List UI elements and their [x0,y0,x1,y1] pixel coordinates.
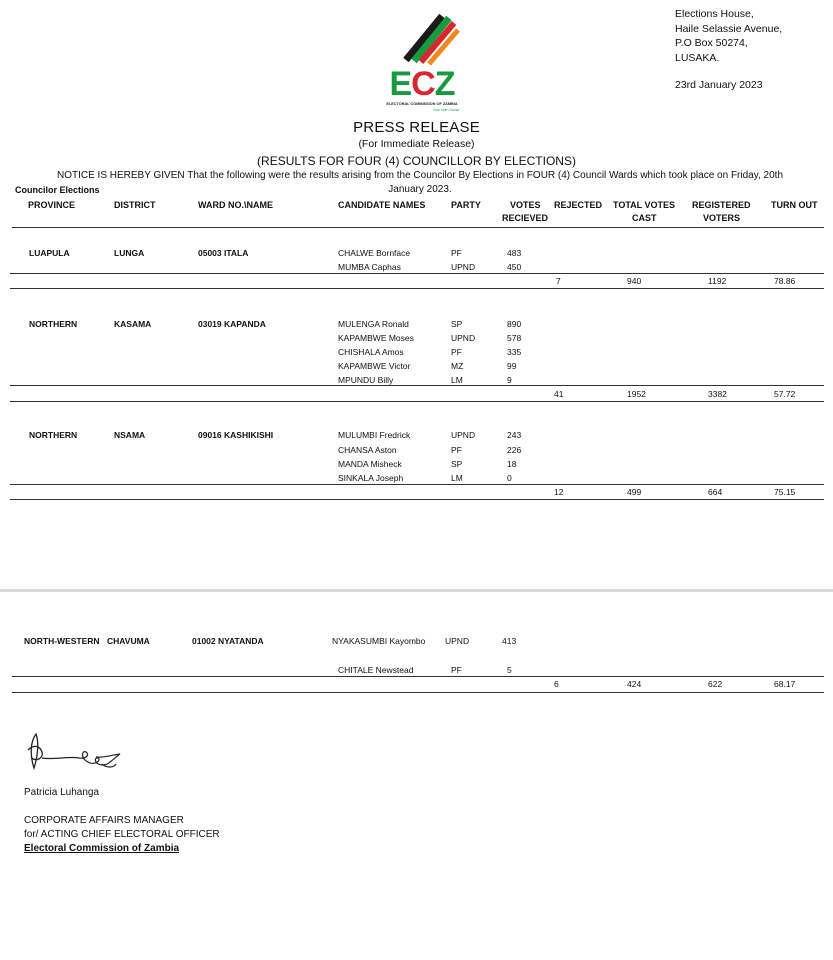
ward-turnout: 57.72 [774,389,796,399]
ward-name: 03019 KAPANDA [198,319,266,329]
results-heading: (RESULTS FOR FOUR (4) COUNCILLOR BY ELECTIONS) [257,154,576,168]
candidate-party: SP [451,459,463,469]
ward-province: NORTHERN [29,430,78,440]
candidate-party: MZ [451,361,464,371]
candidate-votes: 413 [502,636,517,646]
col-header-registered: REGISTERED [692,200,751,210]
candidate-votes: 243 [507,430,522,440]
ward-rejected: 6 [554,679,559,689]
candidate-name: SINKALA Joseph [338,473,404,483]
candidate-party: UPND [451,430,476,440]
ward-name: 01002 NYATANDA [192,636,264,646]
col-header-votes: VOTES [510,200,541,210]
candidate-party: PF [451,248,462,258]
col-header-turnout: TURN OUT [771,200,818,210]
ward-divider [10,484,824,485]
ward-divider [12,692,824,693]
page-break [0,589,833,592]
candidate-name: CHITALE Newstead [338,665,414,675]
ward-registered: 3382 [708,389,727,399]
candidate-name: KAPAMBWE Victor [338,361,411,371]
candidate-name: MUMBA Caphas [338,262,401,272]
header-divider [12,227,824,228]
sender-address [675,7,782,65]
candidate-votes: 226 [507,445,522,455]
ward-turnout: 78.86 [774,276,796,286]
page-subtitle: (For Immediate Release) [358,138,475,150]
ward-registered: 622 [708,679,723,689]
ward-divider [12,676,824,677]
col-header-total: TOTAL VOTES [613,200,676,210]
signatory-organization: Electoral Commission of Zambia [24,843,180,854]
col-header-rejected: REJECTED [554,200,603,210]
candidate-votes: 5 [507,665,512,675]
section-label: Councilor Elections [15,185,100,195]
candidate-party: PF [451,665,462,675]
candidate-votes: 9 [507,375,512,385]
signatory-role: CORPORATE AFFAIRS MANAGER [24,815,184,826]
ward-province: NORTH-WESTERN [24,636,100,646]
ward-district: LUNGA [114,248,145,258]
candidate-votes: 0 [507,473,512,483]
ward-district: KASAMA [114,319,152,329]
ward-registered: 1192 [708,276,727,286]
candidate-party: PF [451,445,462,455]
candidate-votes: 18 [507,459,517,469]
page-title: PRESS RELEASE [353,119,480,136]
ward-turnout: 75.15 [774,487,796,497]
candidate-name: NYAKASUMBI Kayombo [332,636,426,646]
ward-divider [10,499,824,500]
candidate-votes: 483 [507,248,522,258]
ecz-logo-graphic [376,14,468,118]
ward-divider [10,288,824,289]
ward-turnout: 68.17 [774,679,796,689]
candidate-votes: 890 [507,319,522,329]
candidate-name: MULUMBI Fredrick [338,430,411,440]
candidate-name: CHANSA Aston [338,445,397,455]
ward-divider [10,385,824,386]
candidate-name: CHISHALA Amos [338,347,404,357]
svg-text:ECZ: ECZ [389,65,455,103]
address-line: Haile Selassie Avenue, [675,22,783,35]
ward-district: NSAMA [114,430,146,440]
signatory-name: Patricia Luhanga [24,787,100,798]
col-header-province: PROVINCE [28,200,76,210]
candidate-name: KAPAMBWE Moses [338,333,414,343]
candidate-party: LM [451,375,463,385]
ward-divider [10,273,824,274]
address-line: P.O Box 50274, [675,37,748,49]
address-line: Elections House, [675,8,754,20]
candidate-name: MPUNDU Billy [338,375,394,385]
candidate-party: LM [451,473,463,483]
col-header-candidate: CANDIDATE NAMES [338,200,426,210]
ward-total: 1952 [627,389,646,399]
candidate-name: MANDA Misheck [338,459,402,469]
ward-total: 499 [627,487,642,497]
candidate-votes: 99 [507,361,517,371]
ward-province: LUAPULA [29,248,70,258]
col-header-registered-2: VOTERS [703,213,741,223]
ecz-logo [376,14,468,118]
col-header-district: DISTRICT [114,200,156,210]
notice-line: NOTICE IS HEREBY GIVEN That the following were the results arising from the Councilor By Elections in FOUR (4) Council Wards which took place on Friday, 20th [56,170,784,181]
candidate-party: PF [451,347,462,357]
signatory-role-2: for/ ACTING CHIEF ELECTORAL OFFICER [24,829,220,840]
logo-subtitle: ELECTORAL COMMISSION OF ZAMBIA [386,102,458,106]
ward-name: 09016 KASHIKISHI [198,430,274,440]
handwritten-signature [24,728,129,781]
ward-name: 05003 ITALA [198,248,249,258]
candidate-party: UPND [451,262,476,272]
candidate-votes: 450 [507,262,522,272]
ward-rejected: 7 [556,276,561,286]
ward-total: 940 [627,276,642,286]
candidate-votes: 335 [507,347,522,357]
release-date: 23rd January 2023 [675,79,763,91]
ward-total: 424 [627,679,642,689]
ward-rejected: 12 [554,487,564,497]
candidate-name: CHALWE Bornface [338,248,411,258]
address-line: LUSAKA. [675,51,720,64]
col-header-total-2: CAST [632,213,657,223]
notice-line: January 2023. [388,183,452,195]
col-header-ward: WARD NO.\NAME [198,200,273,210]
ward-rejected: 41 [554,389,564,399]
logo-tagline: Your Vote Counts [432,108,460,112]
candidate-party: SP [451,319,463,329]
ward-registered: 664 [708,487,723,497]
ward-divider [10,401,824,402]
candidate-name: MULENGA Ronald [338,319,409,329]
ward-district: CHAVUMA [107,636,150,646]
candidate-votes: 578 [507,333,522,343]
candidate-party: UPND [445,636,470,646]
ward-province: NORTHERN [29,319,78,329]
candidate-party: UPND [451,333,476,343]
col-header-party: PARTY [451,200,481,210]
notice-text [40,169,800,196]
col-header-votes-2: RECIEVED [502,213,549,223]
